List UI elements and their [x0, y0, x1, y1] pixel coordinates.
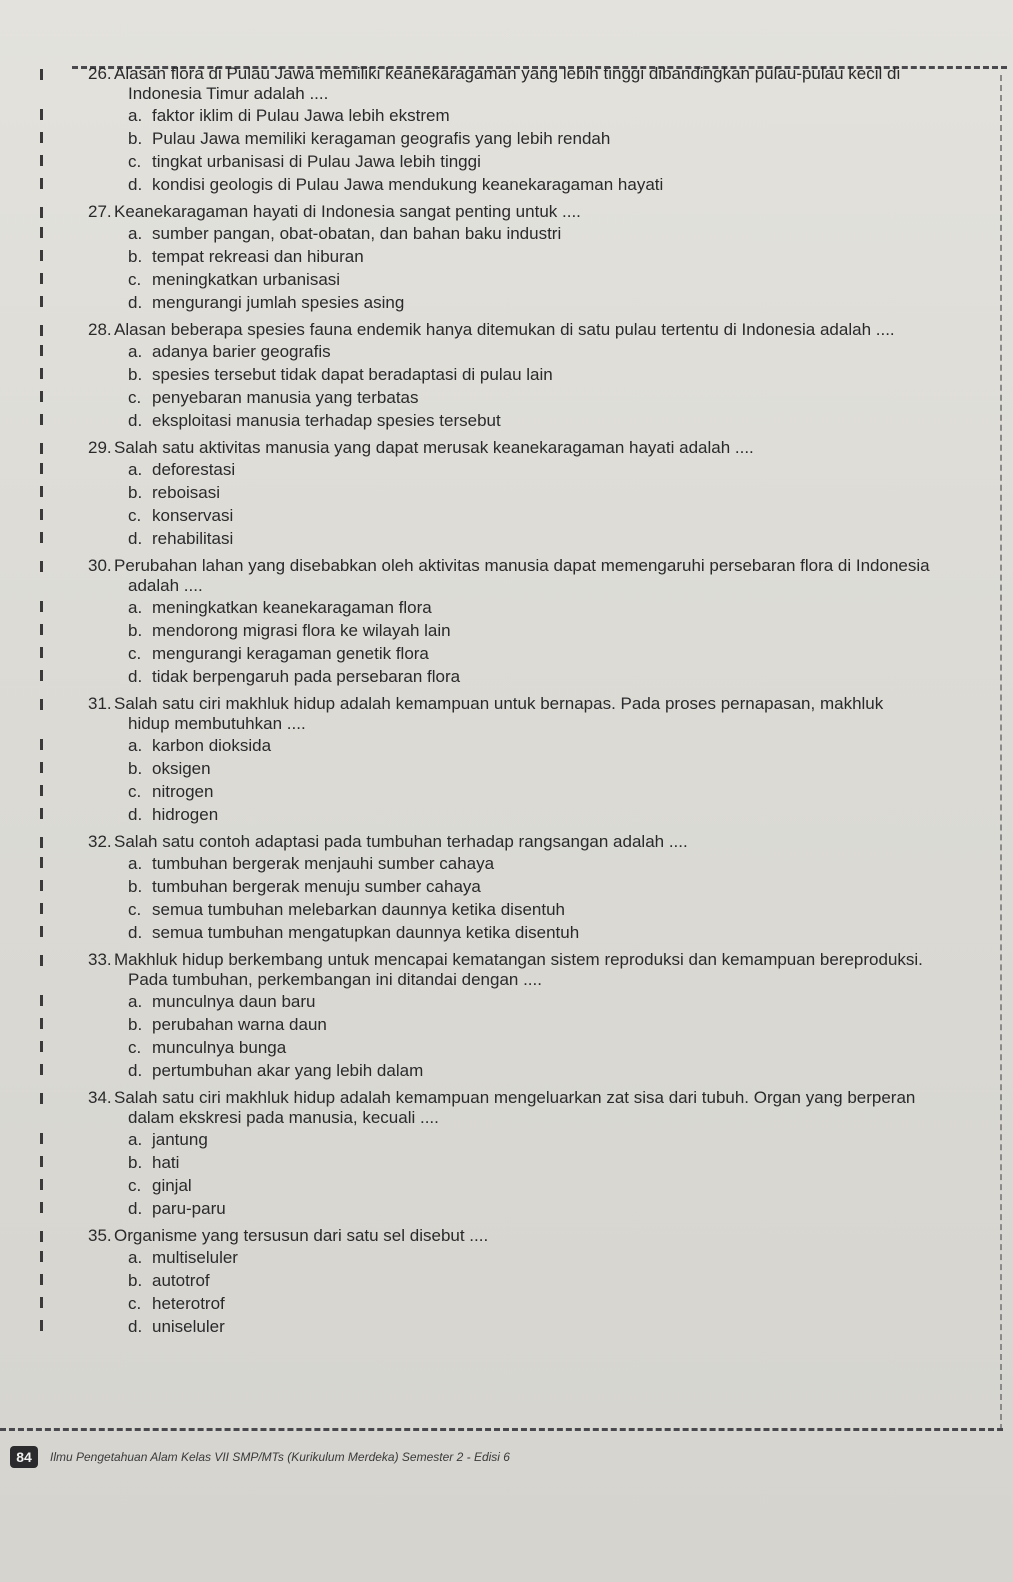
question-stem: [40, 320, 1000, 340]
option-text: paru-paru: [152, 1199, 226, 1218]
option-letter: c.: [128, 782, 142, 801]
margin-mark: [40, 880, 43, 891]
answer-option: [40, 1059, 1000, 1082]
margin-mark: [40, 443, 43, 454]
answer-option: [40, 757, 1000, 780]
option-text: autotrof: [152, 1271, 210, 1290]
margin-mark: [40, 345, 43, 356]
answer-option: [40, 642, 1000, 665]
answer-option: [40, 1174, 1000, 1197]
option-text: adanya barier geografis: [152, 342, 331, 361]
option-letter: d.: [128, 293, 143, 312]
option-letter: a.: [128, 598, 143, 617]
answer-option: [40, 596, 1000, 619]
question-text-line: Perubahan lahan yang disebabkan oleh aktivitas manusia dapat memengaruhi persebaran flora di Indonesia: [114, 556, 930, 575]
question-text-line: Organisme yang tersusun dari satu sel disebut ....: [114, 1226, 489, 1245]
question-number: 28.: [88, 320, 112, 339]
option-letter: d.: [128, 175, 143, 194]
option-letter: d.: [128, 1061, 143, 1080]
option-letter: b.: [128, 621, 143, 640]
option-letter: a.: [128, 854, 143, 873]
option-text: reboisasi: [152, 483, 221, 502]
question-stem: [40, 832, 1000, 852]
answer-option: [40, 619, 1000, 642]
margin-mark: [40, 368, 43, 379]
question-7: [40, 832, 1000, 944]
question-number: 26.: [88, 64, 112, 83]
option-text: tempat rekreasi dan hiburan: [152, 247, 364, 266]
margin-mark: [40, 739, 43, 750]
margin-mark: [40, 1018, 43, 1029]
question-number: 33.: [88, 950, 112, 969]
question-number: 30.: [88, 556, 112, 575]
option-letter: d.: [128, 923, 143, 942]
margin-mark: [40, 561, 43, 572]
question-text-line: Indonesia Timur adalah ....: [128, 84, 329, 103]
book-title: Ilmu Pengetahuan Alam Kelas VII SMP/MTs (Kurikulum Merdeka) Semester 2 - Edisi 6: [50, 1450, 510, 1464]
answer-option: [40, 222, 1000, 245]
question-8: [40, 950, 1000, 1082]
margin-mark: [40, 509, 43, 520]
answer-option: [40, 104, 1000, 127]
bottom-dashed-border: [0, 1428, 1003, 1431]
margin-mark: [40, 1202, 43, 1213]
answer-option: [40, 127, 1000, 150]
option-text: oksigen: [152, 759, 211, 778]
option-text: tumbuhan bergerak menuju sumber cahaya: [152, 877, 481, 896]
option-letter: b.: [128, 247, 143, 266]
margin-mark: [40, 1251, 43, 1262]
option-text: hati: [152, 1153, 180, 1172]
answer-option: [40, 990, 1000, 1013]
question-text-line: dalam ekskresi pada manusia, kecuali ....: [128, 1108, 439, 1127]
margin-mark: [40, 808, 43, 819]
margin-mark: [40, 155, 43, 166]
answer-option: [40, 1013, 1000, 1036]
question-number: 32.: [88, 832, 112, 851]
option-letter: a.: [128, 224, 143, 243]
question-number: 31.: [88, 694, 112, 713]
option-text: faktor iklim di Pulau Jawa lebih ekstrem: [152, 106, 450, 125]
option-text: multiseluler: [152, 1248, 238, 1267]
question-4: [40, 438, 1000, 550]
option-text: pertumbuhan akar yang lebih dalam: [152, 1061, 424, 1080]
question-text-line: Pada tumbuhan, perkembangan ini ditandai dengan ....: [128, 970, 542, 989]
question-stem: [40, 1088, 1000, 1128]
answer-option: [40, 386, 1000, 409]
question-number: 35.: [88, 1226, 112, 1245]
margin-mark: [40, 207, 43, 218]
margin-mark: [40, 1179, 43, 1190]
margin-mark: [40, 647, 43, 658]
option-letter: c.: [128, 1038, 142, 1057]
margin-mark: [40, 178, 43, 189]
option-text: jantung: [152, 1130, 208, 1149]
option-text: karbon dioksida: [152, 736, 272, 755]
question-text-line: Makhluk hidup berkembang untuk mencapai kematangan sistem reproduksi dan kemampuan bereproduksi.: [114, 950, 923, 969]
margin-mark: [40, 1320, 43, 1331]
option-text: semua tumbuhan mengatupkan daunnya ketika disentuh: [152, 923, 580, 942]
margin-mark: [40, 1064, 43, 1075]
option-text: meningkatkan urbanisasi: [152, 270, 341, 289]
option-letter: a.: [128, 736, 143, 755]
option-letter: b.: [128, 129, 143, 148]
margin-mark: [40, 1297, 43, 1308]
option-letter: d.: [128, 1199, 143, 1218]
margin-mark: [40, 296, 43, 307]
question-9: [40, 1088, 1000, 1220]
margin-mark: [40, 227, 43, 238]
question-text-line: Salah satu ciri makhluk hidup adalah kemampuan untuk bernapas. Pada proses pernapasan, makhluk: [114, 694, 884, 713]
margin-mark: [40, 1133, 43, 1144]
answer-option: [40, 665, 1000, 688]
question-5: [40, 556, 1000, 688]
answer-option: [40, 1128, 1000, 1151]
option-text: uniseluler: [152, 1317, 225, 1336]
option-text: munculnya daun baru: [152, 992, 316, 1011]
margin-mark: [40, 837, 43, 848]
margin-mark: [40, 995, 43, 1006]
option-text: nitrogen: [152, 782, 214, 801]
option-letter: b.: [128, 759, 143, 778]
answer-option: [40, 1036, 1000, 1059]
question-1: [40, 64, 1000, 196]
option-text: semua tumbuhan melebarkan daunnya ketika disentuh: [152, 900, 565, 919]
right-dashed-border: [1000, 75, 1002, 1430]
option-letter: b.: [128, 365, 143, 384]
margin-mark: [40, 532, 43, 543]
answer-option: [40, 1151, 1000, 1174]
question-text-line: Salah satu contoh adaptasi pada tumbuhan terhadap rangsangan adalah ....: [114, 832, 688, 851]
option-text: mengurangi jumlah spesies asing: [152, 293, 405, 312]
answer-option: [40, 504, 1000, 527]
margin-mark: [40, 624, 43, 635]
margin-mark: [40, 463, 43, 474]
option-letter: c.: [128, 506, 142, 525]
option-text: Pulau Jawa memiliki keragaman geografis yang lebih rendah: [152, 129, 611, 148]
option-text: kondisi geologis di Pulau Jawa mendukung keanekaragaman hayati: [152, 175, 664, 194]
option-text: penyebaran manusia yang terbatas: [152, 388, 419, 407]
answer-option: [40, 150, 1000, 173]
option-text: meningkatkan keanekaragaman flora: [152, 598, 432, 617]
option-letter: c.: [128, 152, 142, 171]
answer-option: [40, 898, 1000, 921]
option-letter: a.: [128, 1130, 143, 1149]
answer-option: [40, 803, 1000, 826]
option-text: munculnya bunga: [152, 1038, 287, 1057]
margin-mark: [40, 250, 43, 261]
option-letter: c.: [128, 1294, 142, 1313]
question-2: [40, 202, 1000, 314]
margin-mark: [40, 391, 43, 402]
answer-option: [40, 780, 1000, 803]
question-stem: [40, 1226, 1000, 1246]
margin-mark: [40, 601, 43, 612]
option-letter: d.: [128, 805, 143, 824]
option-text: tumbuhan bergerak menjauhi sumber cahaya: [152, 854, 495, 873]
margin-mark: [40, 926, 43, 937]
margin-mark: [40, 273, 43, 284]
answer-option: [40, 481, 1000, 504]
answer-option: [40, 921, 1000, 944]
margin-mark: [40, 1041, 43, 1052]
question-text-line: Keanekaragaman hayati di Indonesia sangat penting untuk ....: [114, 202, 581, 221]
margin-mark: [40, 903, 43, 914]
answer-option: [40, 1269, 1000, 1292]
option-text: heterotrof: [152, 1294, 225, 1313]
answer-option: [40, 340, 1000, 363]
option-text: sumber pangan, obat-obatan, dan bahan baku industri: [152, 224, 562, 243]
option-letter: c.: [128, 1176, 142, 1195]
question-stem: [40, 438, 1000, 458]
option-letter: a.: [128, 342, 143, 361]
option-text: tingkat urbanisasi di Pulau Jawa lebih tinggi: [152, 152, 481, 171]
question-10: [40, 1226, 1000, 1338]
option-letter: b.: [128, 1153, 143, 1172]
question-text-line: Alasan beberapa spesies fauna endemik hanya ditemukan di satu pulau tertentu di Indonesia adalah ....: [114, 320, 895, 339]
margin-mark: [40, 1274, 43, 1285]
question-number: 27.: [88, 202, 112, 221]
margin-mark: [40, 486, 43, 497]
answer-option: [40, 409, 1000, 432]
option-letter: b.: [128, 1271, 143, 1290]
option-letter: d.: [128, 667, 143, 686]
margin-mark: [40, 69, 43, 80]
option-letter: c.: [128, 270, 142, 289]
answer-option: [40, 458, 1000, 481]
option-letter: d.: [128, 529, 143, 548]
question-stem: [40, 64, 1000, 104]
margin-mark: [40, 1231, 43, 1242]
question-text-line: Alasan flora di Pulau Jawa memiliki keanekaragaman yang lebih tinggi dibandingkan pulau-pulau kecil di: [114, 64, 901, 83]
option-letter: a.: [128, 106, 143, 125]
margin-mark: [40, 955, 43, 966]
question-3: [40, 320, 1000, 432]
option-letter: a.: [128, 460, 143, 479]
option-letter: d.: [128, 1317, 143, 1336]
margin-mark: [40, 699, 43, 710]
answer-option: [40, 1197, 1000, 1220]
option-letter: b.: [128, 483, 143, 502]
page-footer: [10, 1442, 510, 1472]
option-letter: a.: [128, 992, 143, 1011]
option-text: tidak berpengaruh pada persebaran flora: [152, 667, 461, 686]
question-stem: [40, 694, 1000, 734]
page-number: 84: [10, 1446, 38, 1468]
margin-mark: [40, 414, 43, 425]
margin-mark: [40, 670, 43, 681]
question-number: 29.: [88, 438, 112, 457]
question-text-line: Salah satu aktivitas manusia yang dapat merusak keanekaragaman hayati adalah ....: [114, 438, 754, 457]
option-text: konservasi: [152, 506, 234, 525]
option-text: eksploitasi manusia terhadap spesies tersebut: [152, 411, 501, 430]
question-list: [40, 64, 1000, 1338]
margin-mark: [40, 857, 43, 868]
question-text-line: Salah satu ciri makhluk hidup adalah kemampuan mengeluarkan zat sisa dari tubuh. Organ yang berperan: [114, 1088, 916, 1107]
option-letter: d.: [128, 411, 143, 430]
option-letter: c.: [128, 900, 142, 919]
answer-option: [40, 245, 1000, 268]
option-text: hidrogen: [152, 805, 219, 824]
question-6: [40, 694, 1000, 826]
answer-option: [40, 1292, 1000, 1315]
question-stem: [40, 950, 1000, 990]
question-stem: [40, 202, 1000, 222]
option-text: mendorong migrasi flora ke wilayah lain: [152, 621, 451, 640]
option-letter: a.: [128, 1248, 143, 1267]
option-text: ginjal: [152, 1176, 192, 1195]
margin-mark: [40, 1093, 43, 1104]
answer-option: [40, 268, 1000, 291]
question-stem: [40, 556, 1000, 596]
question-text-line: adalah ....: [128, 576, 203, 595]
option-letter: b.: [128, 1015, 143, 1034]
option-text: perubahan warna daun: [152, 1015, 327, 1034]
margin-mark: [40, 132, 43, 143]
answer-option: [40, 527, 1000, 550]
answer-option: [40, 1315, 1000, 1338]
answer-option: [40, 173, 1000, 196]
question-text-line: hidup membutuhkan ....: [128, 714, 306, 733]
answer-option: [40, 363, 1000, 386]
option-letter: b.: [128, 877, 143, 896]
margin-mark: [40, 325, 43, 336]
answer-option: [40, 291, 1000, 314]
answer-option: [40, 1246, 1000, 1269]
option-letter: c.: [128, 644, 142, 663]
margin-mark: [40, 785, 43, 796]
margin-mark: [40, 762, 43, 773]
option-text: deforestasi: [152, 460, 236, 479]
question-number: 34.: [88, 1088, 112, 1107]
answer-option: [40, 734, 1000, 757]
answer-option: [40, 875, 1000, 898]
option-text: rehabilitasi: [152, 529, 234, 548]
margin-mark: [40, 109, 43, 120]
margin-mark: [40, 1156, 43, 1167]
option-text: spesies tersebut tidak dapat beradaptasi di pulau lain: [152, 365, 553, 384]
answer-option: [40, 852, 1000, 875]
option-text: mengurangi keragaman genetik flora: [152, 644, 429, 663]
option-letter: c.: [128, 388, 142, 407]
